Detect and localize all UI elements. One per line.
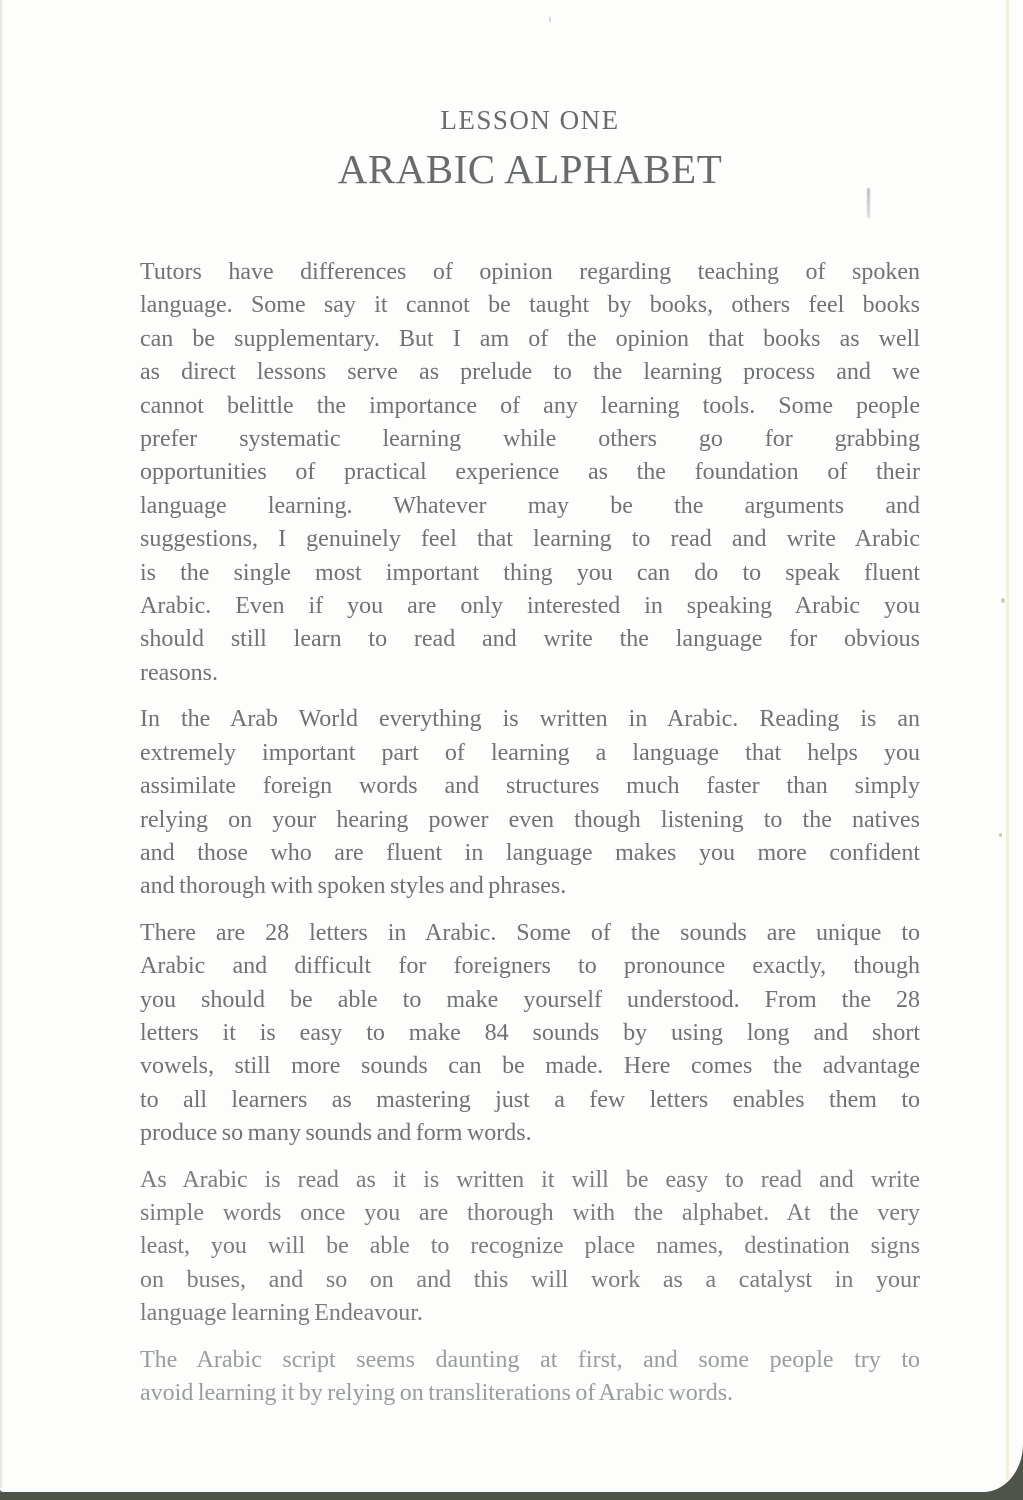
scan-speck xyxy=(549,16,551,23)
paragraph xyxy=(140,1344,920,1411)
pen-mark-artifact xyxy=(867,188,870,218)
text-line: as direct lessons serve as prelude to the learning process and we xyxy=(140,359,920,386)
left-scan-edge xyxy=(0,0,3,1488)
text-line: suggestions, I genuinely feel that learning to read and write Arabic xyxy=(140,526,920,553)
paragraph xyxy=(140,703,920,903)
paragraph xyxy=(140,256,920,690)
text-line: extremely important part of learning a language that helps you xyxy=(140,739,920,766)
text-line: should still learn to read and write the language for obvious xyxy=(140,626,920,653)
text-line: to all learners as mastering just a few letters enables them to xyxy=(140,1086,920,1113)
text-line: relying on your hearing power even though listening to the natives xyxy=(140,806,920,833)
text-line: Arabic. Even if you are only interested in speaking Arabic you xyxy=(140,593,920,620)
text-line: least, you will be able to recognize place names, destination signs xyxy=(140,1233,920,1260)
text-line: avoid learning it by relying on transliterations of Arabic words. xyxy=(140,1380,734,1406)
paragraph xyxy=(140,1164,920,1331)
text-line: is the single most important thing you can do to speak fluent xyxy=(140,559,920,586)
scan-speck xyxy=(1001,598,1005,603)
lesson-number-heading: LESSON ONE xyxy=(440,105,620,135)
text-line: language. Some say it cannot be taught by books, others feel books xyxy=(140,292,920,319)
scan-speck xyxy=(999,833,1002,837)
text-line: you should be able to make yourself understood. From the 28 xyxy=(140,986,920,1013)
text-line: produce so many sounds and form words. xyxy=(140,1120,532,1147)
body-text xyxy=(140,256,920,1423)
text-line: Arabic and difficult for foreigners to pronounce exactly, though xyxy=(140,953,920,980)
text-line: The Arabic script seems daunting at first, and some people try to xyxy=(140,1346,920,1373)
text-line: on buses, and so on and this will work as a catalyst in your xyxy=(140,1266,920,1293)
right-scan-edge xyxy=(1006,0,1009,1480)
text-line: vowels, still more sounds can be made. Here comes the advantage xyxy=(140,1053,920,1080)
text-line: simple words once you are thorough with the alphabet. At the very xyxy=(140,1199,920,1226)
paragraph xyxy=(140,917,920,1151)
text-line: cannot belittle the importance of any learning tools. Some people xyxy=(140,392,920,419)
text-line: opportunities of practical experience as the foundation of their xyxy=(140,459,920,486)
text-line: prefer systematic learning while others go for grabbing xyxy=(140,426,920,453)
text-line: and thorough with spoken styles and phrases. xyxy=(140,873,567,900)
text-line: reasons. xyxy=(140,659,218,686)
text-line: In the Arab World everything is written in Arabic. Reading is an xyxy=(140,706,920,733)
text-line: There are 28 letters in Arabic. Some of the sounds are unique to xyxy=(140,919,920,946)
text-line: Tutors have differences of opinion regarding teaching of spoken xyxy=(140,259,920,285)
text-line: assimilate foreign words and structures much faster than simply xyxy=(140,773,920,800)
text-line: language learning Endeavour. xyxy=(140,1300,423,1327)
text-line: and those who are fluent in language makes you more confident xyxy=(140,839,920,866)
text-line: language learning. Whatever may be the arguments and xyxy=(140,492,920,519)
text-line: As Arabic is read as it is written it will be easy to read and write xyxy=(140,1166,920,1193)
text-line: letters it is easy to make 84 sounds by using long and short xyxy=(140,1019,920,1046)
page-title: ARABIC ALPHABET xyxy=(337,146,723,192)
text-line: can be supplementary. But I am of the opinion that books as well xyxy=(140,325,920,352)
